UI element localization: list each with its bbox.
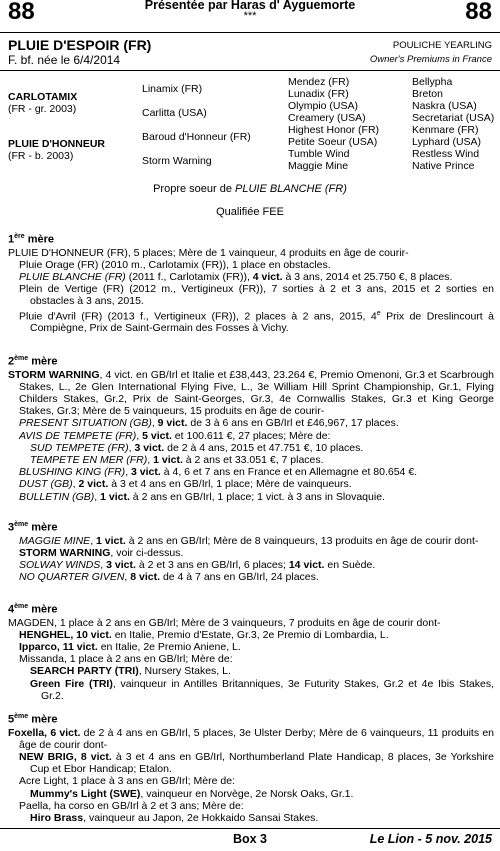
fourth-dam-line-5: Green Fire (TRI), vainqueur in Antilles Britanniques, 3e Futurity Stakes, Gr.2 et 4e Ibis Stakes, Gr.2. [30,677,494,702]
gen3-6: Petite Soeur (USA) [288,136,378,148]
gen4-4: Secretariat (USA) [412,112,495,124]
sex-age: POULICHE YEARLING [392,40,492,51]
third-dam-line-3: NO QUARTER GIVEN, 8 vict. de 4 à 7 ans en GB/Irl, 24 places. [19,571,319,584]
second-dam-produce-line: BLUSHING KING (FR), 3 vict. à 4, 6 et 7 ans en France et en Allemagne et 80.654 €. [19,466,418,479]
header-rule [0,32,500,33]
gen4-2: Breton [412,88,443,100]
second-dam-produce-line: AVIS DE TEMPETE (FR), 5 vict. et 100.611 €, 27 places; Mère de: [19,429,331,442]
gen4-5: Kenmare (FR) [412,124,479,136]
fifth-dam-line-1: NEW BRIG, 8 vict. à 3 et 4 ans en GB/Irl, Northumberland Plate Handicap, 8 places, 3e Yorkshire Cup et Ebor Handicap; Etalon. [19,751,495,776]
seller-title: Présentée par Haras d' Ayguemorte [144,0,356,12]
gen4-1: Bellypha [412,76,453,88]
fifth-dam-line-4: Paella, ha corso en GB/Irl à 2 et 3 ans; Mère de: [19,799,244,812]
fifth-dam-line-3: Mummy's Light (SWE), vainqueur en Norvège, 2e Norsk Oaks, Gr.1. [30,787,354,800]
first-dam-intro: PLUIE D'HONNEUR (FR), 5 places; Mère de 1 vainqueur, 4 produits en âge de courir- [8,246,409,259]
second-dam-produce-line: BULLETIN (GB), 1 vict. à 2 ans en GB/Irl, 1 place; 1 vict. à 3 ans in Slovaquie. [19,490,385,503]
second-dam-section [8,352,494,503]
fourth-dam-section [8,600,494,702]
gen4-7: Restless Wind [412,148,480,160]
gen3-8: Maggie Mine [288,160,349,172]
first-dam-heading: 1ère mère [8,233,54,246]
gen2-3: Baroud d'Honneur (FR) [142,131,251,143]
gen3-2: Lunadix (FR) [288,88,349,100]
produce-3: Plein de Vertige (FR) (2012 m., Vertigineux (FR)), 7 sorties à 2 et 3 ans, 2015 et 2 sorties en obstacles à 3 ans, 2015. [19,283,494,308]
dam-origin: (FR - b. 2003) [8,150,74,162]
gen4-8: Native Prince [412,160,475,172]
fifth-dam-heading: 5ème mère [8,713,58,726]
gen3-7: Tumble Wind [288,148,350,160]
box-label: Box 3 [232,832,268,846]
fifth-dam-line-5: Hiro Brass, vainqueur au Japon, 2e Hokkaido Sansai Stakes. [30,812,319,825]
produce-name: BULLETIN (GB) [19,490,95,503]
fifth-dam-section [8,710,494,824]
produce-name: AVIS DE TEMPETE (FR) [19,429,137,442]
produce-name: DUST (GB) [19,478,73,491]
second-dam-produce-line: TEMPETE EN MER (FR), 1 vict. à 2 ans et 33.051 €, 7 places. [30,454,324,467]
produce-details: à 2 ans en GB/Irl, 1 place; 1 vict. à 3 ans in Slovaquie. [129,490,385,503]
qualified-note: Qualifiée FEE [216,206,284,218]
second-dam-produce-line: PRESENT SITUATION (GB), 9 vict. de 3 à 6 ans en GB/Irl et £46,967, 17 places. [19,417,399,430]
gen4-6: Lyphard (USA) [412,136,482,148]
produce-wins: 1 vict. [153,454,183,467]
third-dam-section [8,518,494,583]
fourth-dam-intro: MAGDEN, 1 place à 2 ans en GB/Irl; Mère de 3 vainqueurs, 7 produits en âge de courir dont- [8,616,441,629]
sale-source: Le Lion - 5 nov. 2015 [369,832,492,846]
fourth-dam-line-1: HENGHEL, 10 vict. en Italie, Premio d'Estate, Gr.3, 2e Premio di Lombardia, L. [19,628,389,641]
gen2-1: Linamix (FR) [142,83,203,95]
produce-wins: 9 vict. [157,417,188,430]
produce-name: BLUSHING KING (FR) [19,466,126,479]
produce-details: à 4, 6 et 7 ans en France et en Allemagne et 80.654 €. [160,466,418,479]
third-dam-line-2: SOLWAY WINDS, 3 vict. à 2 et 3 ans en GB/Irl, 6 places; 14 vict. en Suède. [19,559,376,572]
fifth-dam-line-2: Acre Light, 1 place à 3 ans en GB/Irl; Mère de: [19,775,235,788]
horse-name: PLUIE D'ESPOIR (FR) [8,37,152,53]
gen3-5: Highest Honor (FR) [288,124,380,136]
produce-details: à 2 ans et 33.051 €, 7 places. [182,454,324,467]
second-dam-heading: 2ème mère [8,355,58,368]
horse-birth: F. bf. née le 6/4/2014 [8,53,121,67]
first-dam-section [8,230,494,335]
gen4-3: Naskra (USA) [412,100,477,112]
gen2-4: Storm Warning [142,155,212,167]
third-dam-line-1: STORM WARNING, voir ci-dessus. [19,546,184,559]
second-dam-produce-line: DUST (GB), 2 vict. à 3 et 4 ans en GB/Irl, 1 place; Mère de vainqueurs. [19,478,352,491]
fourth-dam-line-2: Ipparco, 11 vict. en Italie, 2e Premio Aniene, L. [19,641,241,654]
fourth-dam-line-4: SEARCH PARTY (TRI), Nursery Stakes, L. [30,665,231,678]
produce-4: Pluie d'Avril (FR) (2013 f., Vertigineux (FR)), 2 places à 2 ans, 2015, 4e Prix de Dreslincourt à Compiègne, Prix de Saint-Germain des Fosses à Vichy. [19,309,494,335]
sister-note: Propre soeur de PLUIE BLANCHE (FR) [153,183,347,195]
second-dam-intro: STORM WARNING, 4 vict. en GB/Irl et Italie et £38,443, 23.264 €, Premio Omenoni, Gr.3 et Scarbrough Stakes, L., 2e Glen International Flying Five, L., 3e William Hill Sprint Championship, Gr.1, Flying Childers Stakes, Gr.2, Prix de Saint-Georges, Gr.3, 4e Cornwallis Stakes, Gr.3 et King George Stakes, Gr.3; Mère de 5 vainqueurs, 15 produits en âge de courir- [8,368,495,418]
produce-wins: 3 vict. [134,441,165,454]
produce-name: PRESENT SITUATION (GB) [19,417,152,430]
gen3-4: Creamery (USA) [288,112,366,124]
produce-details: de 3 à 6 ans en GB/Irl et £46,967, 17 places. [187,417,399,430]
third-dam-heading: 3ème mère [8,521,58,534]
produce-name: TEMPETE EN MER (FR) [30,454,148,467]
produce-wins: 1 vict. [100,490,130,503]
fourth-dam-heading: 4ème mère [8,603,58,616]
second-dam-produce-line: SUD TEMPETE (FR), 3 vict. de 2 à 4 ans, 2015 et 47.751 €, 10 places. [30,441,364,454]
dam-name: PLUIE D'HONNEUR [8,138,106,150]
gen3-1: Mendez (FR) [288,76,350,88]
produce-2: PLUIE BLANCHE (FR) (2011 f., Carlotamix (FR)), 4 vict. à 3 ans, 2014 et 25.750 €, 8 places. [19,271,453,284]
lot-number-left: 88 [8,0,35,25]
produce-details: et 100.611 €, 27 places; Mère de: [171,429,331,442]
produce-wins: 3 vict. [131,466,161,479]
fifth-dam-intro: Foxella, 6 vict. de 2 à 4 ans en GB/Irl, 5 places, 3e Ulster Derby; Mère de 6 vainqueurs, 11 produits en âge de courir dont- [8,726,494,751]
registration: Owner's Premiums in France [369,54,492,65]
gen2-2: Carlitta (USA) [142,107,207,119]
produce-name: SUD TEMPETE (FR) [30,441,129,454]
sire-name: CARLOTAMIX [8,91,78,103]
stars: *** [243,10,257,22]
pedigree-rule [0,70,500,71]
produce-details: de 2 à 4 ans, 2015 et 47.751 €, 10 places. [164,441,364,454]
gen3-3: Olympio (USA) [288,100,359,112]
footer-rule [0,828,500,829]
produce-wins: 5 vict. [142,429,172,442]
third-dam-intro: MAGGIE MINE, 1 vict. à 2 ans en GB/Irl; Mère de 8 vainqueurs, 13 produits en âge de courir dont- [19,534,479,547]
fourth-dam-line-3: Missanda, 1 place à 2 ans en GB/Irl; Mère de: [19,653,233,666]
produce-wins: 2 vict. [78,478,109,491]
sire-origin: (FR - gr. 2003) [8,103,77,115]
produce-details: à 3 et 4 ans en GB/Irl, 1 place; Mère de vainqueurs. [108,478,352,491]
produce-1: Pluie Orage (FR) (2010 m., Carlotamix (FR)), 1 place en obstacles. [19,258,331,271]
lot-number-right: 88 [465,0,492,25]
